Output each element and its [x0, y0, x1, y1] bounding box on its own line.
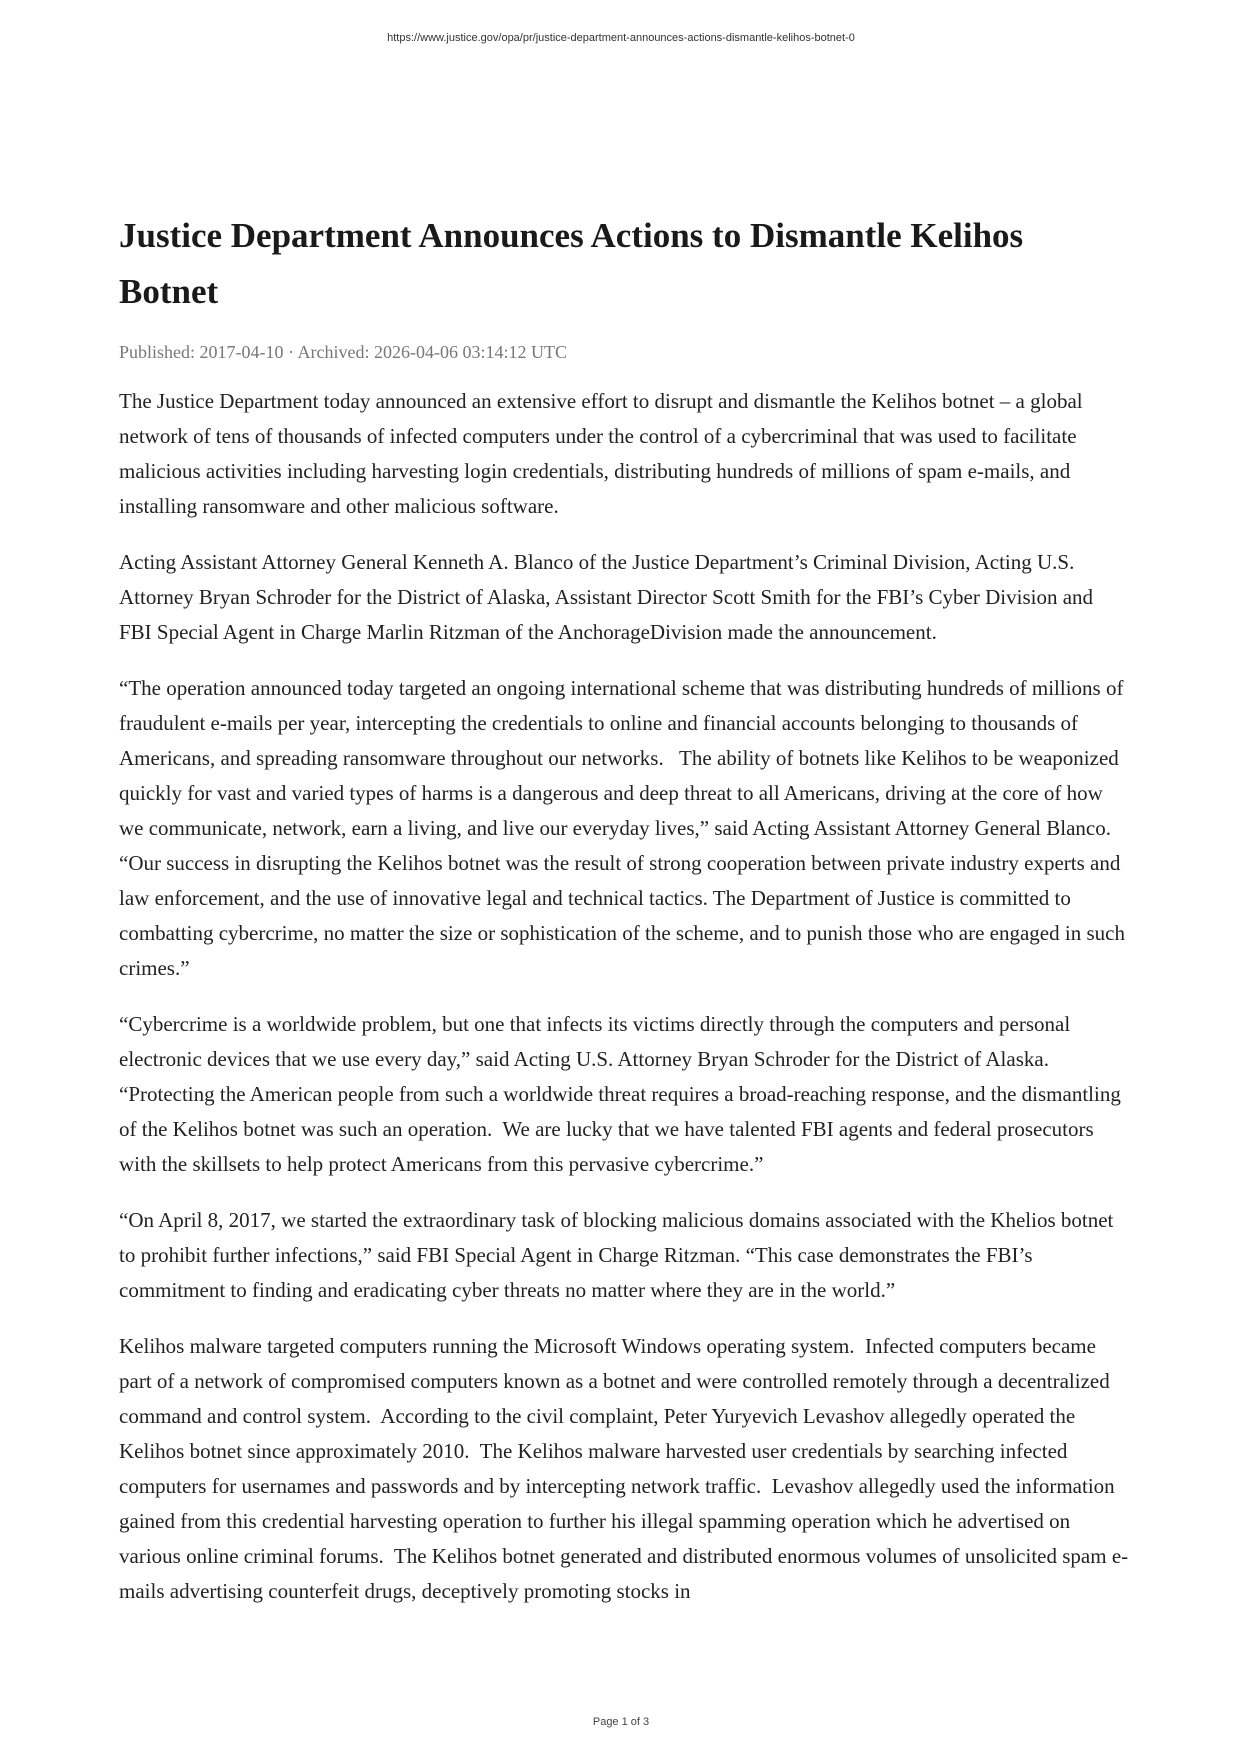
publication-meta: Published: 2017-04-10 · Archived: 2026-04-06 03:14:12 UTC [119, 342, 567, 362]
article-title: Justice Department Announces Actions to Dismantle Kelihos Botnet [119, 216, 1024, 311]
page-number: Page 1 of 3 [592, 1716, 650, 1728]
article [119, 208, 1129, 1630]
paragraph: “The operation announced today targeted an ongoing international scheme that was distributing hundreds of millions of fraudulent e-mails per year, intercepting the credentials to online and financial accounts belonging to thousands of Americans, and spreading ransomware throughout our networks. The ability of botnets like Kelihos to be weaponized quickly for vast and varied types of harms is a dangerous and deep threat to all Americans, driving at the core of how we communicate, network, earn a living, and live our everyday lives,” said Acting Assistant Attorney General Blanco. “Our success in disrupting the Kelihos botnet was the result of strong cooperation between private industry experts and law enforcement, and the use of innovative legal and technical tactics. The Department of Justice is committed to combatting cybercrime, no matter the size or sophistication of the scheme, and to punish those who are engaged in such crimes.” [119, 676, 1131, 980]
page-url-header: https://www.justice.gov/opa/pr/justice-department-announces-actions-dismantle-kelihos-botnet-0 [387, 32, 855, 44]
paragraph: “Cybercrime is a worldwide problem, but one that infects its victims directly through the computers and personal electronic devices that we use every day,” said Acting U.S. Attorney Bryan Schroder for the District of Alaska. “Protecting the American people from such a worldwide threat requires a broad-reaching response, and the dismantling of the Kelihos botnet was such an operation. We are lucky that we have talented FBI agents and federal prosecutors with the skillsets to help protect Americans from this pervasive cybercrime.” [119, 1012, 1127, 1176]
paragraph: “On April 8, 2017, we started the extraordinary task of blocking malicious domains associated with the Khelios botnet to prohibit further infections,” said FBI Special Agent in Charge Ritzman. “This case demonstrates the FBI’s commitment to finding and eradicating cyber threats no matter where they are in the world.” [119, 1208, 1119, 1302]
paragraph: Kelihos malware targeted computers running the Microsoft Windows operating system. Infected computers became part of a network of compromised computers known as a botnet and were controlled remotely through a decentralized command and control system. According to the civil complaint, Peter Yuryevich Levashov allegedly operated the Kelihos botnet since approximately 2010. The Kelihos malware harvested user credentials by searching infected computers for usernames and passwords and by intercepting network traffic. Levashov allegedly used the information gained from this credential harvesting operation to further his illegal spamming operation which he advertised on various online criminal forums. The Kelihos botnet generated and distributed enormous volumes of unsolicited spam e-mails advertising counterfeit drugs, deceptively promoting stocks in [119, 1334, 1129, 1603]
paragraph: Acting Assistant Attorney General Kenneth A. Blanco of the Justice Department’s Criminal Division, Acting U.S. Attorney Bryan Schroder for the District of Alaska, Assistant Director Scott Smith for the FBI’s Cyber Division and FBI Special Agent in Charge Marlin Ritzman of the AnchorageDivision made the announcement. [119, 550, 1099, 644]
paragraph: The Justice Department today announced an extensive effort to disrupt and dismantle the Kelihos botnet – a global network of tens of thousands of infected computers under the control of a cybercriminal that was used to facilitate malicious activities including harvesting login credentials, distributing hundreds of millions of spam e-mails, and installing ransomware and other malicious software. [119, 389, 1088, 518]
article-body [119, 384, 1129, 1609]
